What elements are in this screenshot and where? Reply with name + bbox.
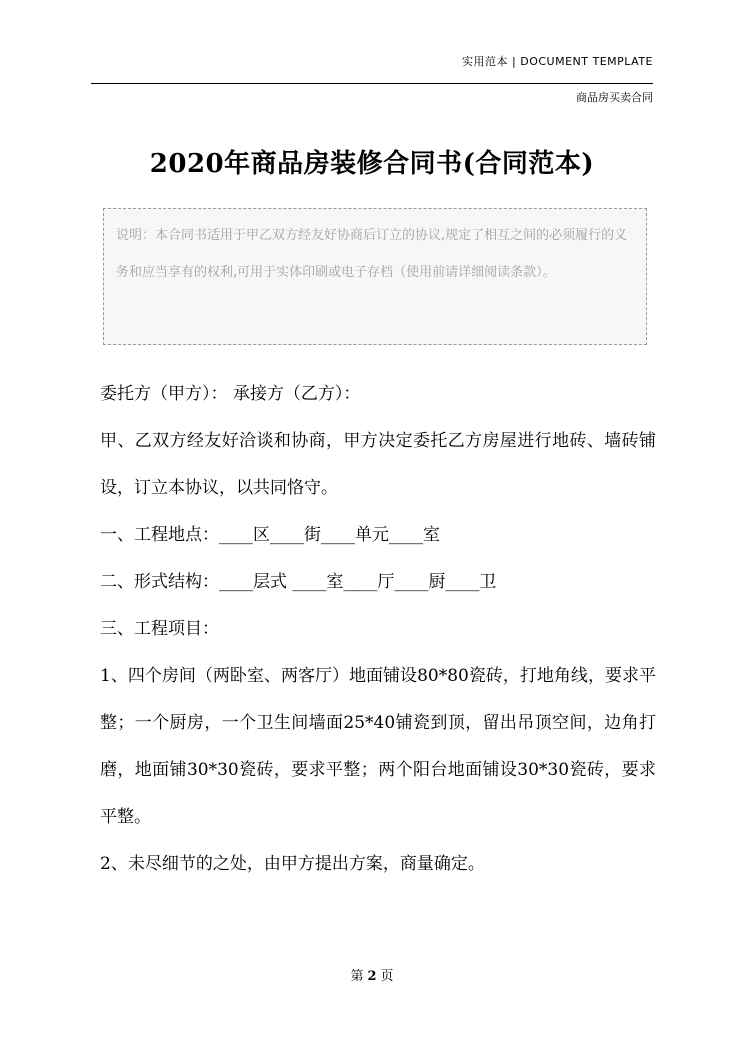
page-number xyxy=(0,965,744,984)
page-suffix: 页 xyxy=(380,969,394,984)
location-line: 一、工程地点：____区____街____单元____室 xyxy=(100,525,440,545)
items-heading: 三、工程项目： xyxy=(100,619,219,639)
page-number-value: 2 xyxy=(367,969,377,984)
document-title: 2020年商品房装修合同书(合同范本) xyxy=(149,149,595,179)
item-2-paragraph: 2、未尽细节的之处，由甲方提出方案，商量确定。 xyxy=(100,854,485,874)
header-divider xyxy=(91,83,653,84)
structure-line: 二、形式结构：____层式 ____室____厅____厨____卫 xyxy=(100,572,497,592)
header-category: 商品房买卖合同 xyxy=(576,91,653,104)
header-document-template: 实用范本 | DOCUMENT TEMPLATE xyxy=(462,55,653,68)
document-body xyxy=(100,371,656,888)
page-prefix: 第 xyxy=(350,969,364,984)
parties-line: 委托方（甲方）： 承接方（乙方）： xyxy=(100,384,361,404)
intro-paragraph: 甲、乙双方经友好洽谈和协商，甲方决定委托乙方房屋进行地砖、墙砖铺设，订立本协议，以共同恪守。 xyxy=(100,431,656,498)
item-1-paragraph: 1、四个房间（两卧室、两客厅）地面铺设80*80瓷砖，打地角线，要求平整；一个厨房，一个卫生间墙面25*40铺瓷到顶，留出吊顶空间，边角打磨，地面铺30*30瓷砖，要求平整；两个阳台地面铺设30*30瓷砖，要求平整。 xyxy=(100,666,656,827)
notice-box: 说明：本合同书适用于甲乙双方经友好协商后订立的协议,规定了相互之间的必须履行的义务和应当享有的权利,可用于实体印刷或电子存档（使用前请详细阅读条款）。 xyxy=(103,208,647,345)
